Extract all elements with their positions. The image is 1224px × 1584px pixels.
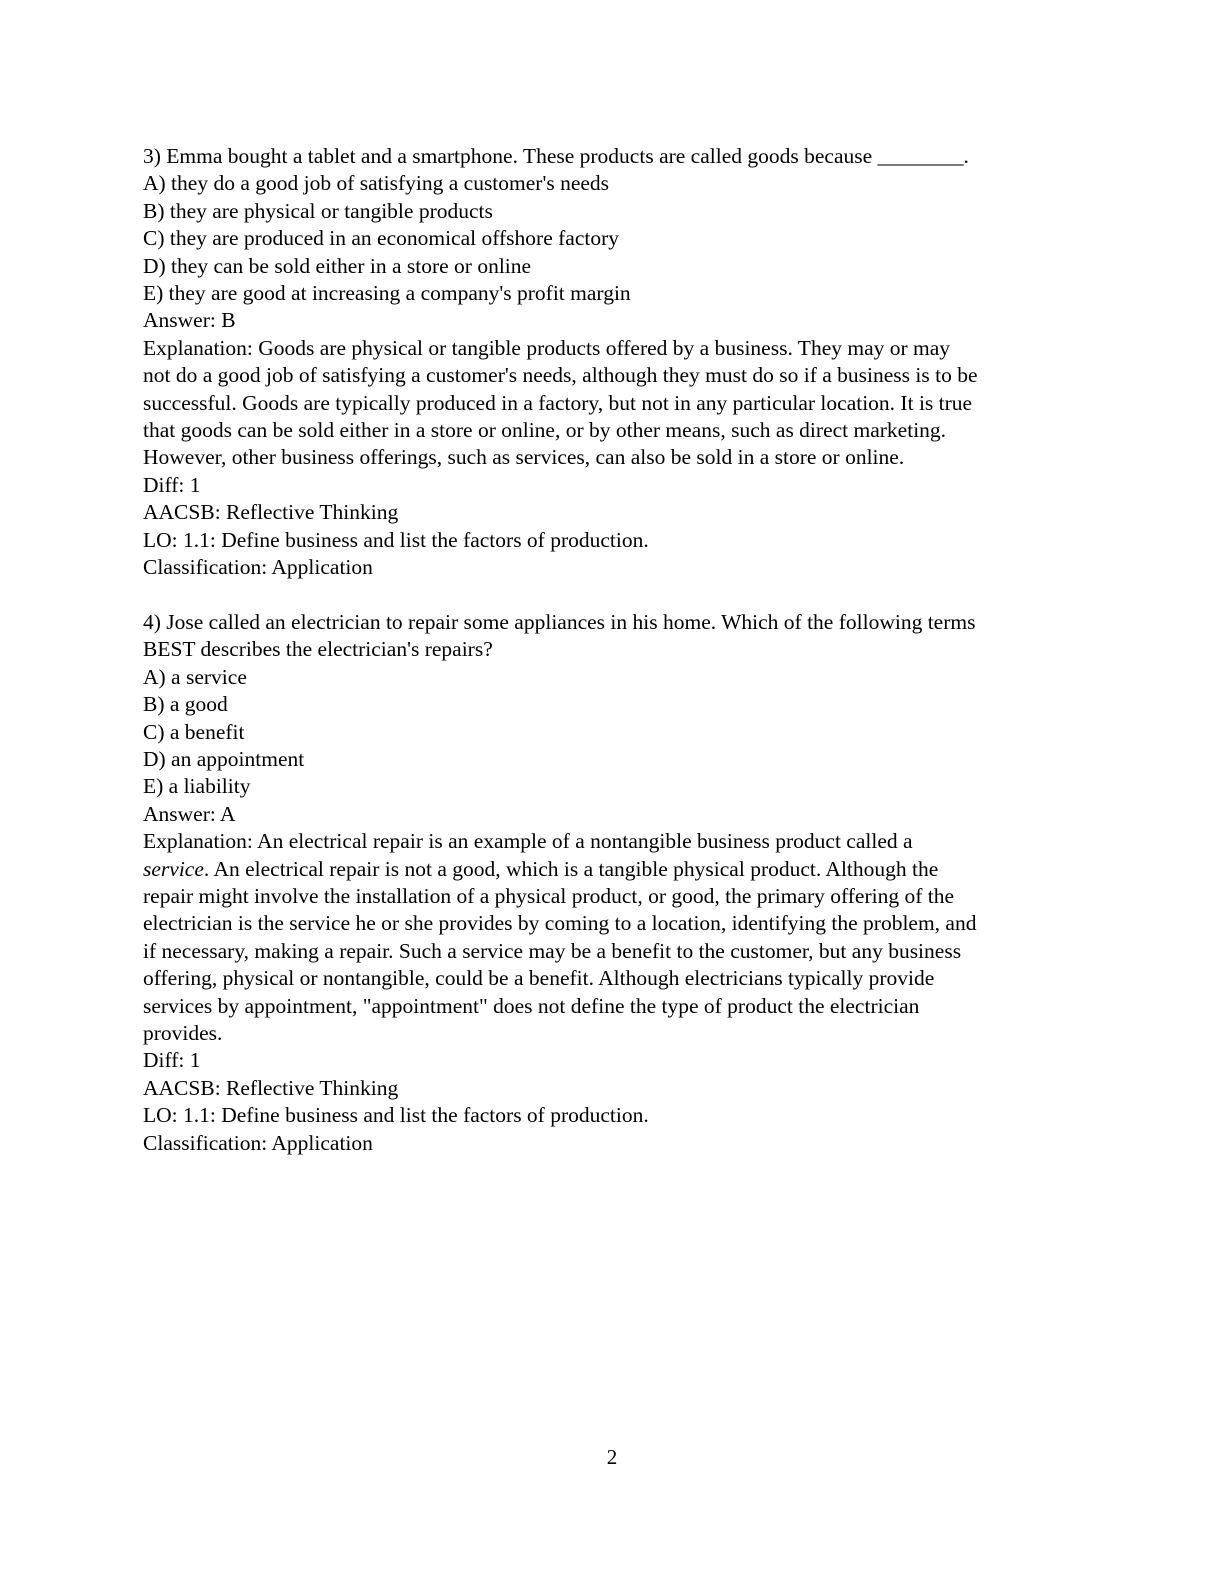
question-4-option-c: C) a benefit <box>143 719 245 744</box>
question-4-lo: LO: 1.1: Define business and list the factors of production. <box>143 1103 649 1128</box>
question-4-diff: Diff: 1 <box>143 1048 201 1073</box>
page-number: 2 <box>606 1445 618 1469</box>
explanation-line: electrician is the service he or she provides by coming to a location, identifying the problem, and <box>143 911 977 936</box>
question-3-explanation <box>143 335 1083 472</box>
explanation-line: services by appointment, "appointment" does not define the type of product the electrician <box>143 993 920 1018</box>
question-4-classification: Classification: Application <box>143 1130 373 1155</box>
question-3-stem: 3) Emma bought a tablet and a smartphone. These products are called goods because ________. <box>143 144 969 168</box>
question-4-option-e: E) a liability <box>143 774 251 799</box>
explanation-line: Explanation: Goods are physical or tangible products offered by a business. They may or may <box>143 335 951 360</box>
question-4-answer: Answer: A <box>143 801 236 826</box>
question-4 <box>143 609 1083 1157</box>
document-page-content <box>143 143 1083 1157</box>
explanation-line: that goods can be sold either in a store or online, or by other means, such as direct marketing. <box>143 418 947 443</box>
explanation-line: However, other business offerings, such as services, can also be sold in a store or online. <box>143 445 905 470</box>
question-4-stem-line-1: 4) Jose called an electrician to repair some appliances in his home. Which of the following terms <box>143 609 976 634</box>
explanation-line: not do a good job of satisfying a customer's needs, although they must do so if a business is to be <box>143 363 978 388</box>
question-3-diff: Diff: 1 <box>143 472 201 497</box>
question-3-lo: LO: 1.1: Define business and list the factors of production. <box>143 527 649 552</box>
question-4-stem-line-2: BEST describes the electrician's repairs? <box>143 637 493 662</box>
question-4-option-b: B) a good <box>143 692 228 717</box>
explanation-line: repair might involve the installation of a physical product, or good, the primary offering of the <box>143 883 955 908</box>
question-3-option-e: E) they are good at increasing a company's profit margin <box>143 281 631 306</box>
question-3-classification: Classification: Application <box>143 555 373 580</box>
explanation-line: if necessary, making a repair. Such a service may be a benefit to the customer, but any business <box>143 938 962 963</box>
question-4-explanation <box>143 828 1083 1047</box>
question-4-aacsb: AACSB: Reflective Thinking <box>143 1075 399 1100</box>
question-3-option-a: A) they do a good job of satisfying a customer's needs <box>143 171 610 196</box>
question-3-option-d: D) they can be sold either in a store or online <box>143 253 532 278</box>
explanation-italic-term: service <box>143 856 204 881</box>
explanation-line: offering, physical or nontangible, could be a benefit. Although electricians typically provide <box>143 966 935 991</box>
explanation-line: successful. Goods are typically produced in a factory, but not in any particular location. It is true <box>143 390 973 415</box>
question-3-aacsb: AACSB: Reflective Thinking <box>143 500 399 525</box>
question-3-option-c: C) they are produced in an economical offshore factory <box>143 226 619 251</box>
question-3-answer: Answer: B <box>143 308 236 333</box>
question-spacer <box>143 582 1083 609</box>
explanation-line: provides. <box>143 1020 223 1045</box>
question-4-option-a: A) a service <box>143 664 247 689</box>
question-3 <box>143 143 1083 582</box>
explanation-line <box>143 856 1083 883</box>
explanation-line-rest: . An electrical repair is not a good, which is a tangible physical product. Although the <box>203 856 939 881</box>
question-4-option-d: D) an appointment <box>143 746 305 771</box>
question-3-option-b: B) they are physical or tangible products <box>143 198 493 223</box>
explanation-line: Explanation: An electrical repair is an example of a nontangible business product called a <box>143 829 913 854</box>
